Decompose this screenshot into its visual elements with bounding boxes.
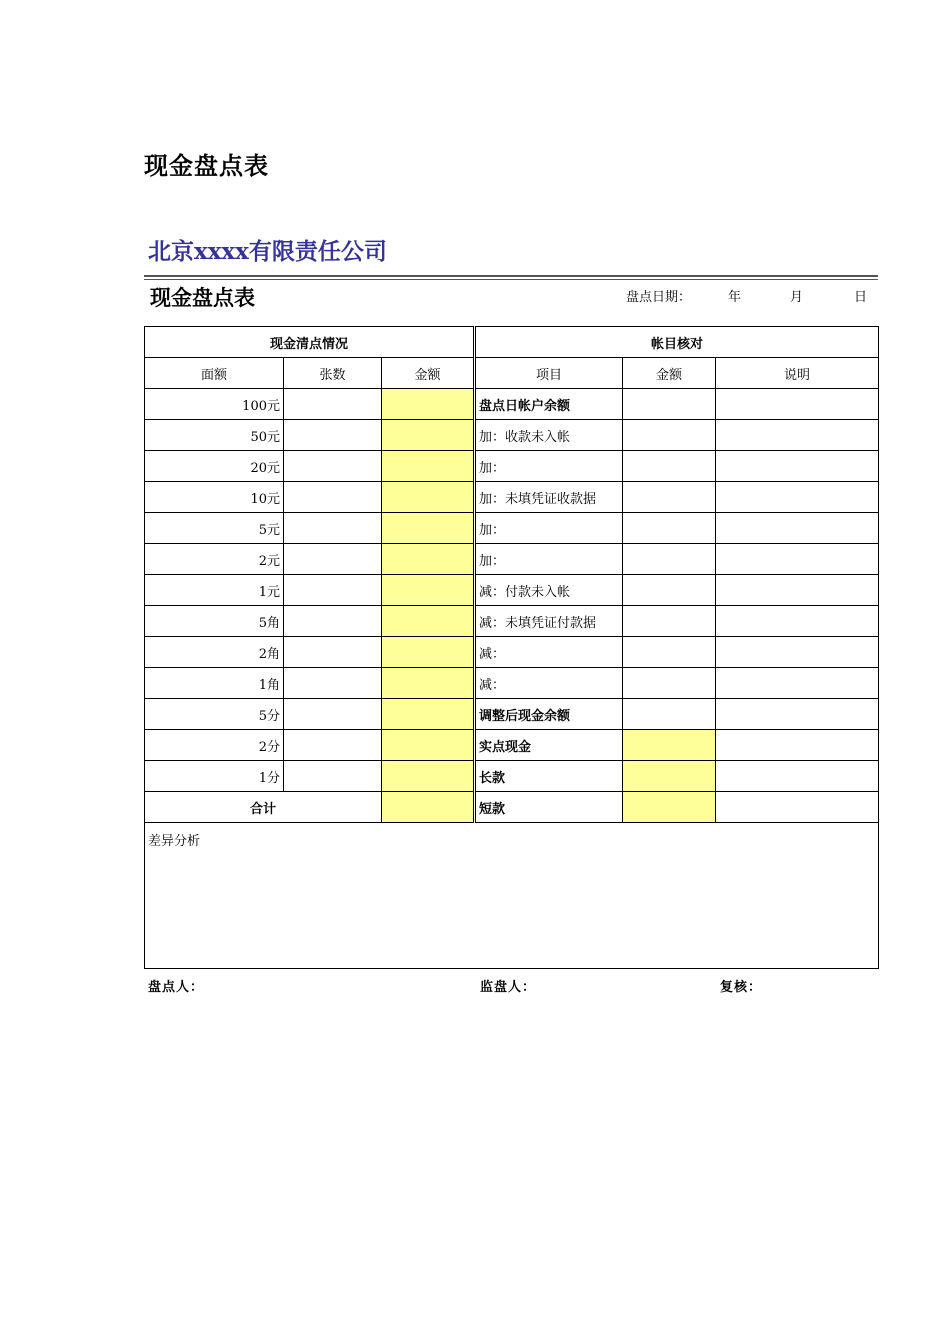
item-cell: 盘点日帐户余额	[475, 389, 623, 420]
item-amount-cell[interactable]	[623, 544, 716, 575]
count-date-month: 月	[790, 290, 804, 305]
count-cell[interactable]	[284, 482, 382, 513]
item-cell: 减：	[475, 668, 623, 699]
column-header-item-amount: 金额	[623, 358, 716, 389]
amount-cell[interactable]	[382, 761, 475, 792]
count-cell[interactable]	[284, 389, 382, 420]
column-header-denomination: 面额	[145, 358, 284, 389]
item-cell: 调整后现金余额	[475, 699, 623, 730]
item-amount-cell[interactable]	[623, 606, 716, 637]
item-amount-cell[interactable]	[623, 699, 716, 730]
company-name: 北京xxxx有限责任公司	[148, 238, 387, 265]
header-rule-thin	[144, 279, 878, 280]
denomination-cell: 1元	[145, 575, 284, 606]
difference-analysis[interactable]: 差异分析	[145, 823, 879, 969]
note-cell[interactable]	[716, 730, 879, 761]
table-row	[145, 730, 879, 761]
item-amount-cell[interactable]	[623, 792, 716, 823]
column-header-amount: 金额	[382, 358, 475, 389]
denomination-cell: 5元	[145, 513, 284, 544]
item-cell: 减：	[475, 637, 623, 668]
item-cell: 加：	[475, 544, 623, 575]
denomination-cell: 50元	[145, 420, 284, 451]
sheet-title: 现金盘点表	[150, 286, 255, 310]
column-header-count: 张数	[284, 358, 382, 389]
amount-cell[interactable]	[382, 451, 475, 482]
amount-cell[interactable]	[382, 575, 475, 606]
denomination-cell: 2分	[145, 730, 284, 761]
column-header-item: 项目	[475, 358, 623, 389]
item-amount-cell[interactable]	[623, 451, 716, 482]
item-amount-cell[interactable]	[623, 482, 716, 513]
note-cell[interactable]	[716, 699, 879, 730]
amount-cell[interactable]	[382, 730, 475, 761]
table-row	[145, 482, 879, 513]
item-amount-cell[interactable]	[623, 761, 716, 792]
amount-cell[interactable]	[382, 637, 475, 668]
denomination-cell: 5分	[145, 699, 284, 730]
note-cell[interactable]	[716, 482, 879, 513]
item-amount-cell[interactable]	[623, 513, 716, 544]
table-row	[145, 389, 879, 420]
note-cell[interactable]	[716, 792, 879, 823]
denomination-cell: 1分	[145, 761, 284, 792]
reviewer-signature-label: 复核：	[720, 980, 763, 995]
item-amount-cell[interactable]	[623, 730, 716, 761]
item-cell: 加：	[475, 451, 623, 482]
denomination-cell: 100元	[145, 389, 284, 420]
item-cell: 减：未填凭证付款据	[475, 606, 623, 637]
total-amount-cell[interactable]	[382, 792, 475, 823]
analysis-row	[145, 823, 879, 969]
item-cell: 加：收款未入帐	[475, 420, 623, 451]
count-date-label: 盘点日期：	[626, 290, 692, 305]
denomination-cell: 2元	[145, 544, 284, 575]
note-cell[interactable]	[716, 606, 879, 637]
item-cell: 加：	[475, 513, 623, 544]
amount-cell[interactable]	[382, 389, 475, 420]
item-cell: 实点现金	[475, 730, 623, 761]
table-row	[145, 451, 879, 482]
item-cell: 减：付款未入帐	[475, 575, 623, 606]
count-cell[interactable]	[284, 637, 382, 668]
total-label: 合计	[145, 792, 382, 823]
note-cell[interactable]	[716, 389, 879, 420]
denomination-cell: 2角	[145, 637, 284, 668]
amount-cell[interactable]	[382, 544, 475, 575]
amount-cell[interactable]	[382, 606, 475, 637]
table-row-total	[145, 792, 879, 823]
section-header-account-check: 帐目核对	[475, 327, 879, 358]
table-row	[145, 699, 879, 730]
denomination-cell: 20元	[145, 451, 284, 482]
item-cell: 短款	[475, 792, 623, 823]
count-cell[interactable]	[284, 420, 382, 451]
header-rule-thick	[144, 275, 878, 277]
item-amount-cell[interactable]	[623, 575, 716, 606]
note-cell[interactable]	[716, 668, 879, 699]
note-cell[interactable]	[716, 761, 879, 792]
count-cell[interactable]	[284, 668, 382, 699]
item-cell: 加：未填凭证收款据	[475, 482, 623, 513]
denomination-cell: 5角	[145, 606, 284, 637]
amount-cell[interactable]	[382, 668, 475, 699]
count-cell[interactable]	[284, 730, 382, 761]
amount-cell[interactable]	[382, 420, 475, 451]
item-amount-cell[interactable]	[623, 668, 716, 699]
table-row	[145, 668, 879, 699]
denomination-cell: 1角	[145, 668, 284, 699]
table-row	[145, 637, 879, 668]
amount-cell[interactable]	[382, 513, 475, 544]
note-cell[interactable]	[716, 637, 879, 668]
note-cell[interactable]	[716, 451, 879, 482]
table-row	[145, 420, 879, 451]
note-cell[interactable]	[716, 513, 879, 544]
note-cell[interactable]	[716, 544, 879, 575]
note-cell[interactable]	[716, 420, 879, 451]
amount-cell[interactable]	[382, 699, 475, 730]
count-cell[interactable]	[284, 513, 382, 544]
note-cell[interactable]	[716, 575, 879, 606]
table-row	[145, 544, 879, 575]
amount-cell[interactable]	[382, 482, 475, 513]
count-cell[interactable]	[284, 699, 382, 730]
count-date	[626, 286, 878, 304]
counter-signature-label: 盘点人：	[148, 980, 205, 995]
section-header-cash-count: 现金清点情况	[145, 327, 475, 358]
table-row	[145, 761, 879, 792]
denomination-cell: 10元	[145, 482, 284, 513]
supervisor-signature-label: 监盘人：	[480, 980, 537, 995]
item-amount-cell[interactable]	[623, 389, 716, 420]
column-header-note: 说明	[716, 358, 879, 389]
count-cell[interactable]	[284, 544, 382, 575]
cash-count-table	[144, 326, 879, 969]
table-row	[145, 575, 879, 606]
count-cell[interactable]	[284, 575, 382, 606]
table-row	[145, 606, 879, 637]
item-amount-cell[interactable]	[623, 420, 716, 451]
item-cell: 长款	[475, 761, 623, 792]
count-date-year: 年	[728, 290, 742, 305]
count-cell[interactable]	[284, 451, 382, 482]
count-cell[interactable]	[284, 606, 382, 637]
document-title: 现金盘点表	[144, 152, 269, 180]
count-date-day: 日	[854, 290, 868, 305]
count-cell[interactable]	[284, 761, 382, 792]
table-row	[145, 513, 879, 544]
item-amount-cell[interactable]	[623, 637, 716, 668]
